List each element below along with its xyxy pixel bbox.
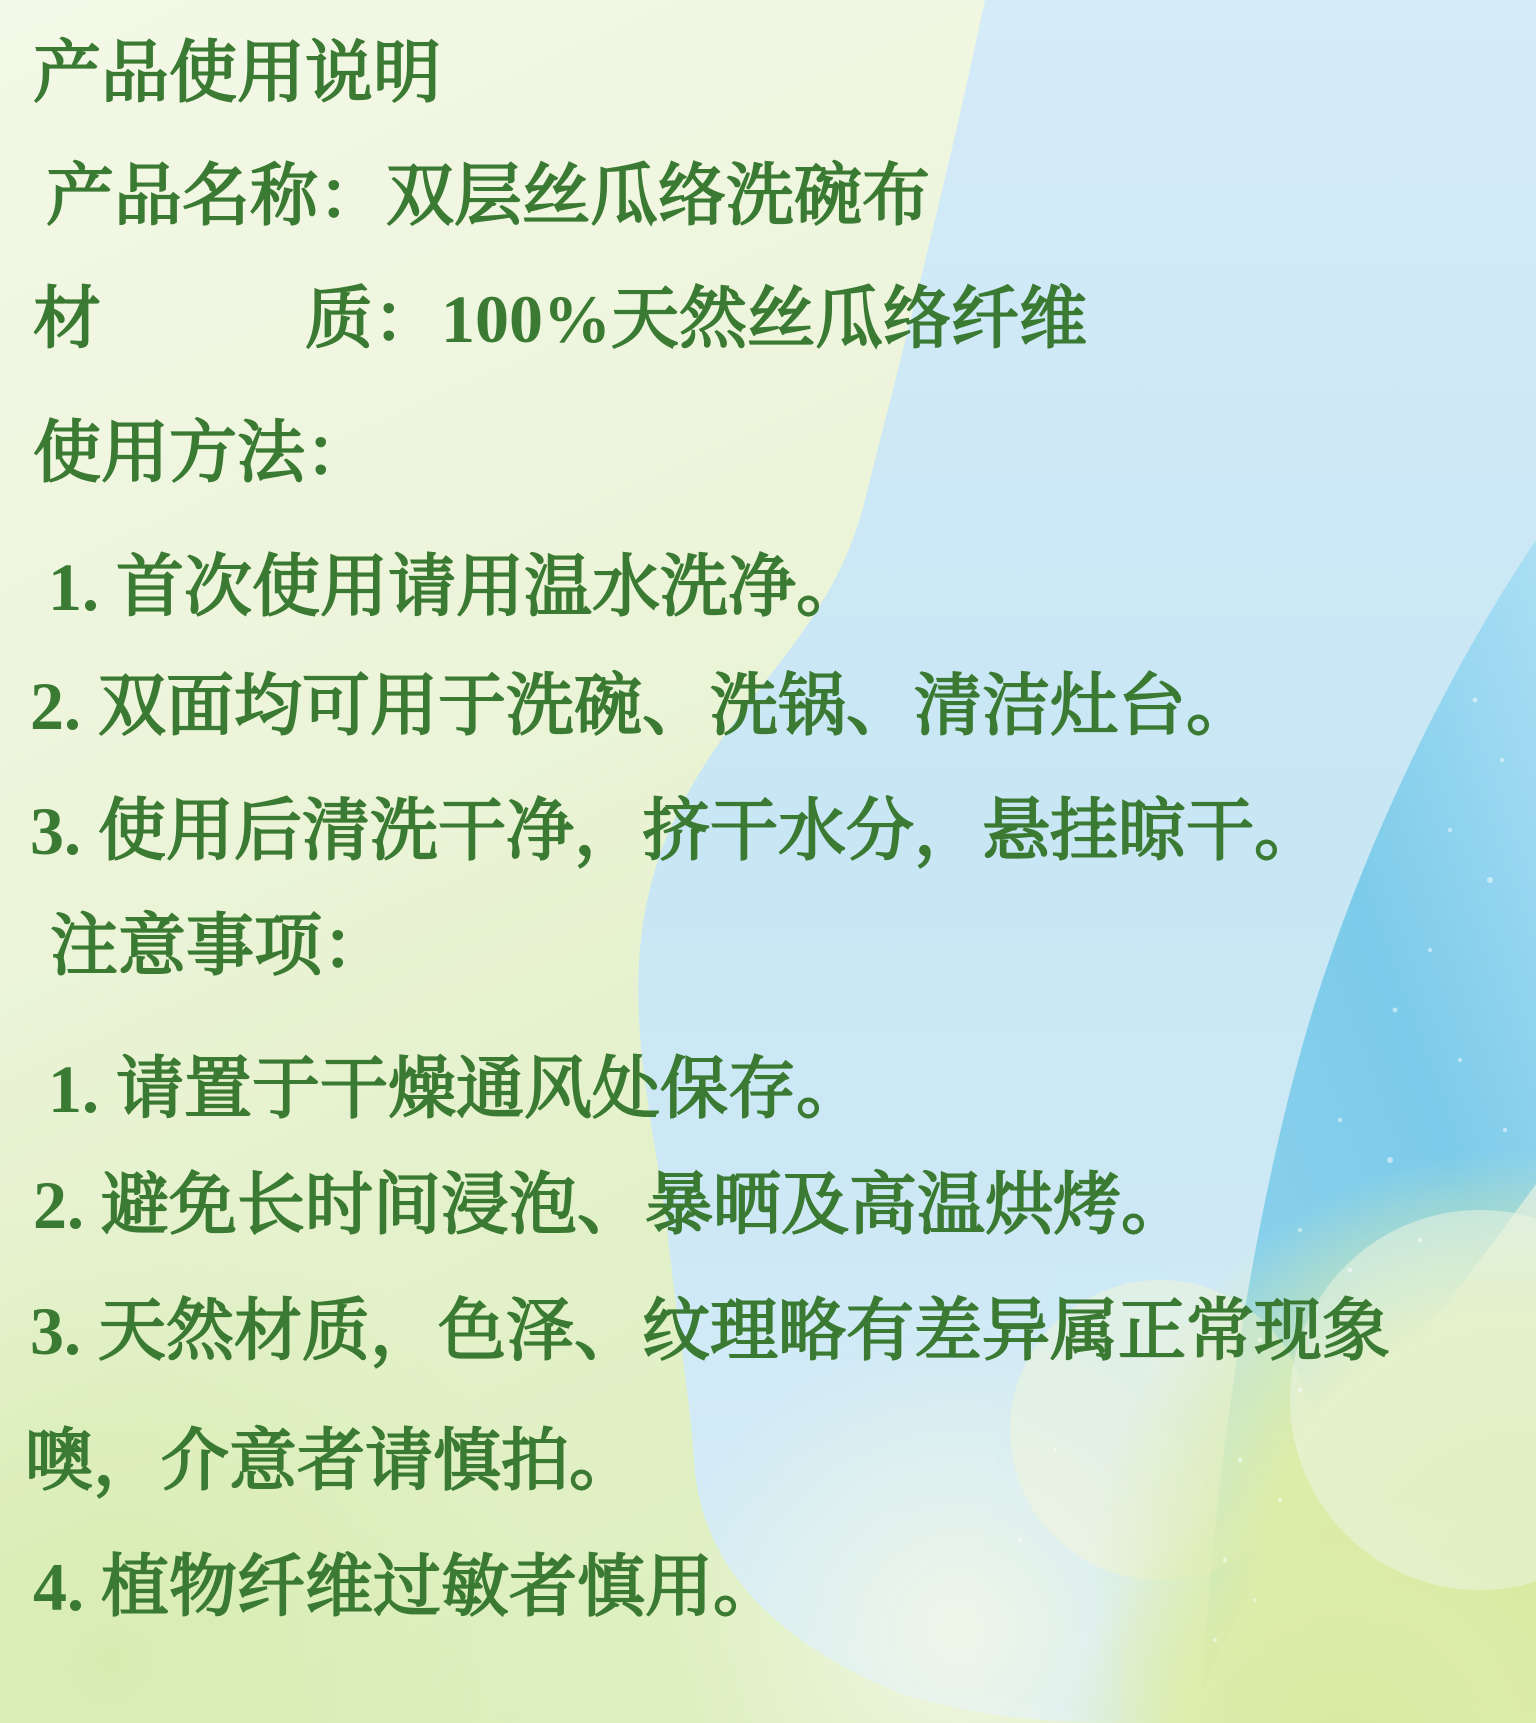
product-name-line: 产品名称：双层丝瓜络洗碗布 bbox=[46, 158, 931, 234]
usage-step-3: 3. 使用后清洗干净，挤干水分，悬挂晾干。 bbox=[30, 793, 1323, 869]
note-3: 3. 天然材质，色泽、纹理略有差异属正常现象 bbox=[30, 1293, 1391, 1369]
notes-heading: 注意事项： bbox=[50, 908, 391, 984]
usage-step-2: 2. 双面均可用于洗碗、洗锅、清洁灶台。 bbox=[30, 668, 1255, 744]
material-line: 材 质：100%天然丝瓜络纤维 bbox=[33, 281, 1088, 357]
note-3-continued: 噢，介意者请慎拍。 bbox=[25, 1423, 638, 1499]
usage-step-1: 1. 首次使用请用温水洗净。 bbox=[48, 549, 865, 625]
usage-method-heading: 使用方法： bbox=[33, 415, 374, 491]
note-4: 4. 植物纤维过敏者慎用。 bbox=[33, 1549, 782, 1625]
note-1: 1. 请置于干燥通风处保存。 bbox=[48, 1051, 865, 1127]
title-line: 产品使用说明 bbox=[33, 35, 442, 111]
note-2: 2. 避免长时间浸泡、暴晒及高温烘烤。 bbox=[33, 1167, 1190, 1243]
